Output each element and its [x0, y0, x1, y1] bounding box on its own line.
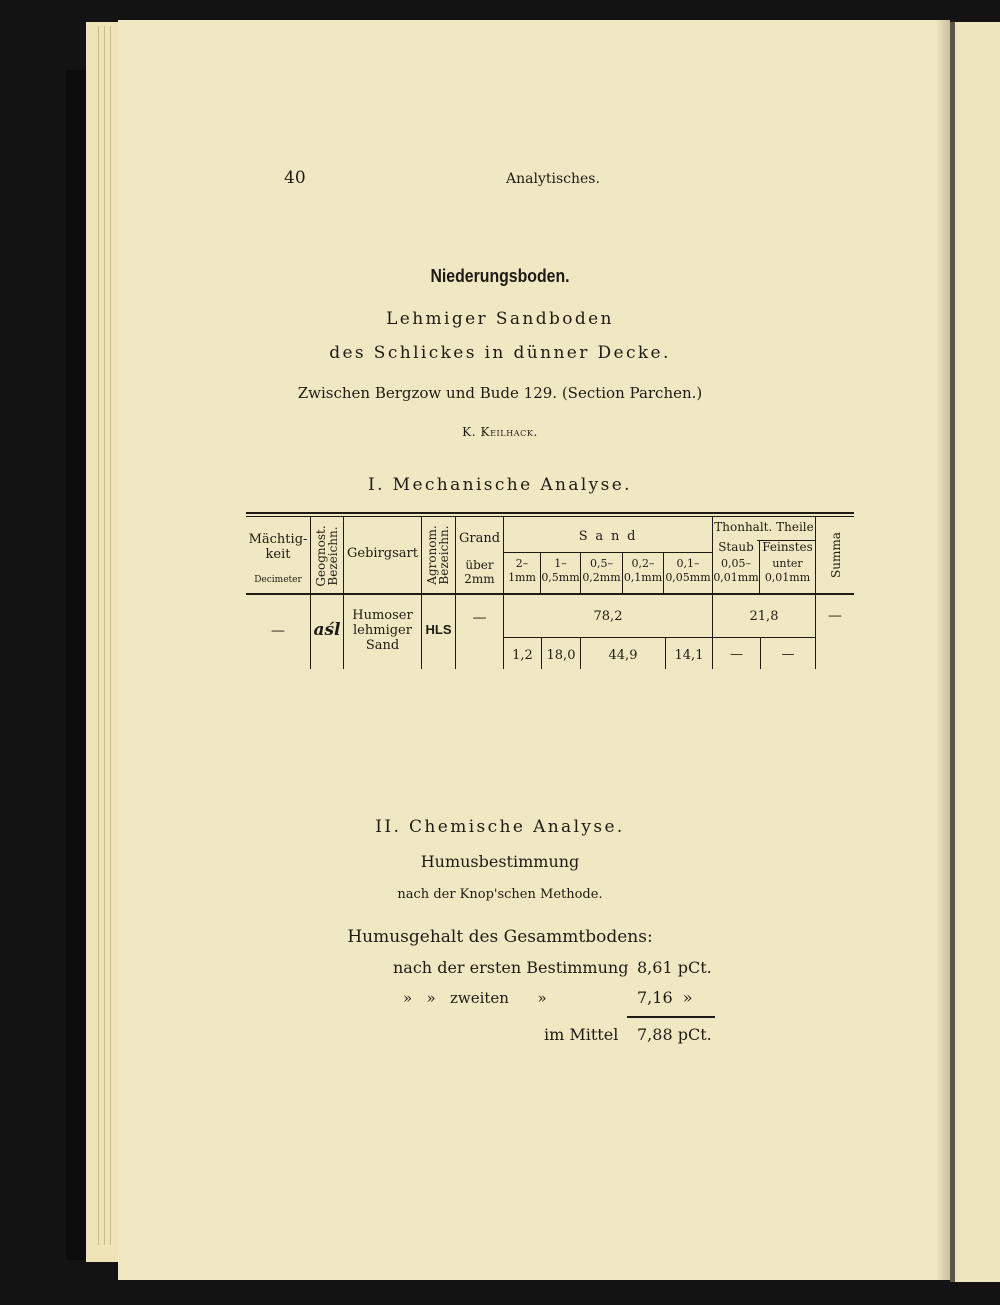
cell-sand-4: 14,1: [674, 648, 704, 663]
mean-value: 7,88 pCt.: [637, 1025, 712, 1044]
header-sand-col-2: 1–0,5mm: [541, 557, 580, 584]
header-summa: Summa: [829, 532, 843, 578]
section-1-title: I. Mechanische Analyse.: [368, 475, 632, 495]
humus-heading: Humusbestimmung: [420, 852, 580, 871]
section-2-title: II. Chemische Analyse.: [375, 817, 625, 837]
cell-grand: —: [472, 610, 487, 626]
humus-total-label: Humusgehalt des Gesammtbodens:: [347, 927, 653, 947]
sum-rule: [627, 1016, 715, 1018]
page-edge-line: [98, 26, 99, 1245]
header-staub: Staub: [718, 540, 754, 554]
header-sand-col-4: 0,2–0,1mm: [623, 557, 663, 584]
header-sand-col-1: 2–1mm: [508, 557, 536, 584]
table-column-rule: [815, 517, 816, 669]
header-staub-sub: 0,05–0,01mm: [713, 557, 759, 584]
cell-geognost: aśl: [313, 620, 341, 640]
table-top-rule: [246, 512, 854, 514]
header-maechtigkeit: Mächtig-keit: [248, 532, 308, 562]
header-thonhalt: Thonhalt. Theile: [714, 520, 814, 534]
cell-staub: —: [730, 647, 743, 662]
header-grand-sub: über 2mm: [464, 558, 495, 586]
table-header-rule: [246, 593, 854, 595]
header-decimeter: Decimeter: [254, 575, 302, 585]
header-geognost: Geognost. Bezeichn.: [314, 525, 340, 587]
header-feinstes: Feinstes: [762, 540, 813, 554]
page-edge-line: [110, 26, 111, 1245]
page-edge-line: [104, 26, 105, 1245]
cell-feinstes: —: [781, 647, 795, 662]
mean-label: im Mittel: [544, 1025, 619, 1044]
method-line: nach der Knop'schen Methode.: [397, 887, 603, 902]
measurement-1-label: nach der ersten Bestimmung: [393, 958, 629, 977]
header-agronom: Agronom. Bezeichn.: [425, 525, 451, 585]
totals-row-rule: [504, 637, 816, 638]
header-gebirgsart: Gebirgsart: [347, 546, 418, 561]
cell-summa: —: [828, 608, 842, 624]
author-line: K. Keilhack.: [462, 425, 538, 439]
cell-sand-2: 18,0: [546, 648, 576, 663]
table-top-rule: [246, 516, 854, 517]
table-column-rule: [421, 517, 422, 669]
sand-subheader-rule: [504, 552, 712, 553]
subtitle-line-2: des Schlickes in dünner Decke.: [329, 343, 671, 363]
header-feinstes-sub: unter 0,01mm: [764, 557, 811, 584]
cell-sand-total: 78,2: [593, 609, 623, 624]
cell-sand-3: 44,9: [608, 648, 638, 663]
location-line: Zwischen Bergzow und Bude 129. (Section Parchen.): [297, 384, 703, 402]
facing-page-edge: [950, 22, 1000, 1282]
measurement-2-label: » » zweiten »: [403, 989, 547, 1007]
subtitle-line-1: Lehmiger Sandboden: [386, 309, 614, 329]
measurement-2-value: 7,16 »: [637, 988, 693, 1007]
cell-sand-1: 1,2: [512, 648, 533, 663]
measurement-1-value: 8,61 pCt.: [637, 958, 712, 977]
cell-thonhalt-total: 21,8: [749, 609, 779, 624]
header-sand-col-3: 0,5–0,2mm: [582, 557, 621, 584]
header-grand: Grand: [458, 531, 501, 546]
header-sand-col-5: 0,1–0,05mm: [665, 557, 711, 584]
page-title: Niederungsboden.: [430, 266, 570, 286]
cell-gebirgsart: Humoser lehmiger Sand: [352, 608, 413, 653]
cell-maechtigkeit: —: [271, 623, 285, 639]
page-number: 40: [284, 168, 306, 188]
table-column-rule: [310, 517, 311, 669]
running-head: Analytisches.: [506, 171, 600, 187]
cell-agronom: HLS: [425, 622, 452, 637]
header-sand: S a n d: [578, 529, 638, 544]
